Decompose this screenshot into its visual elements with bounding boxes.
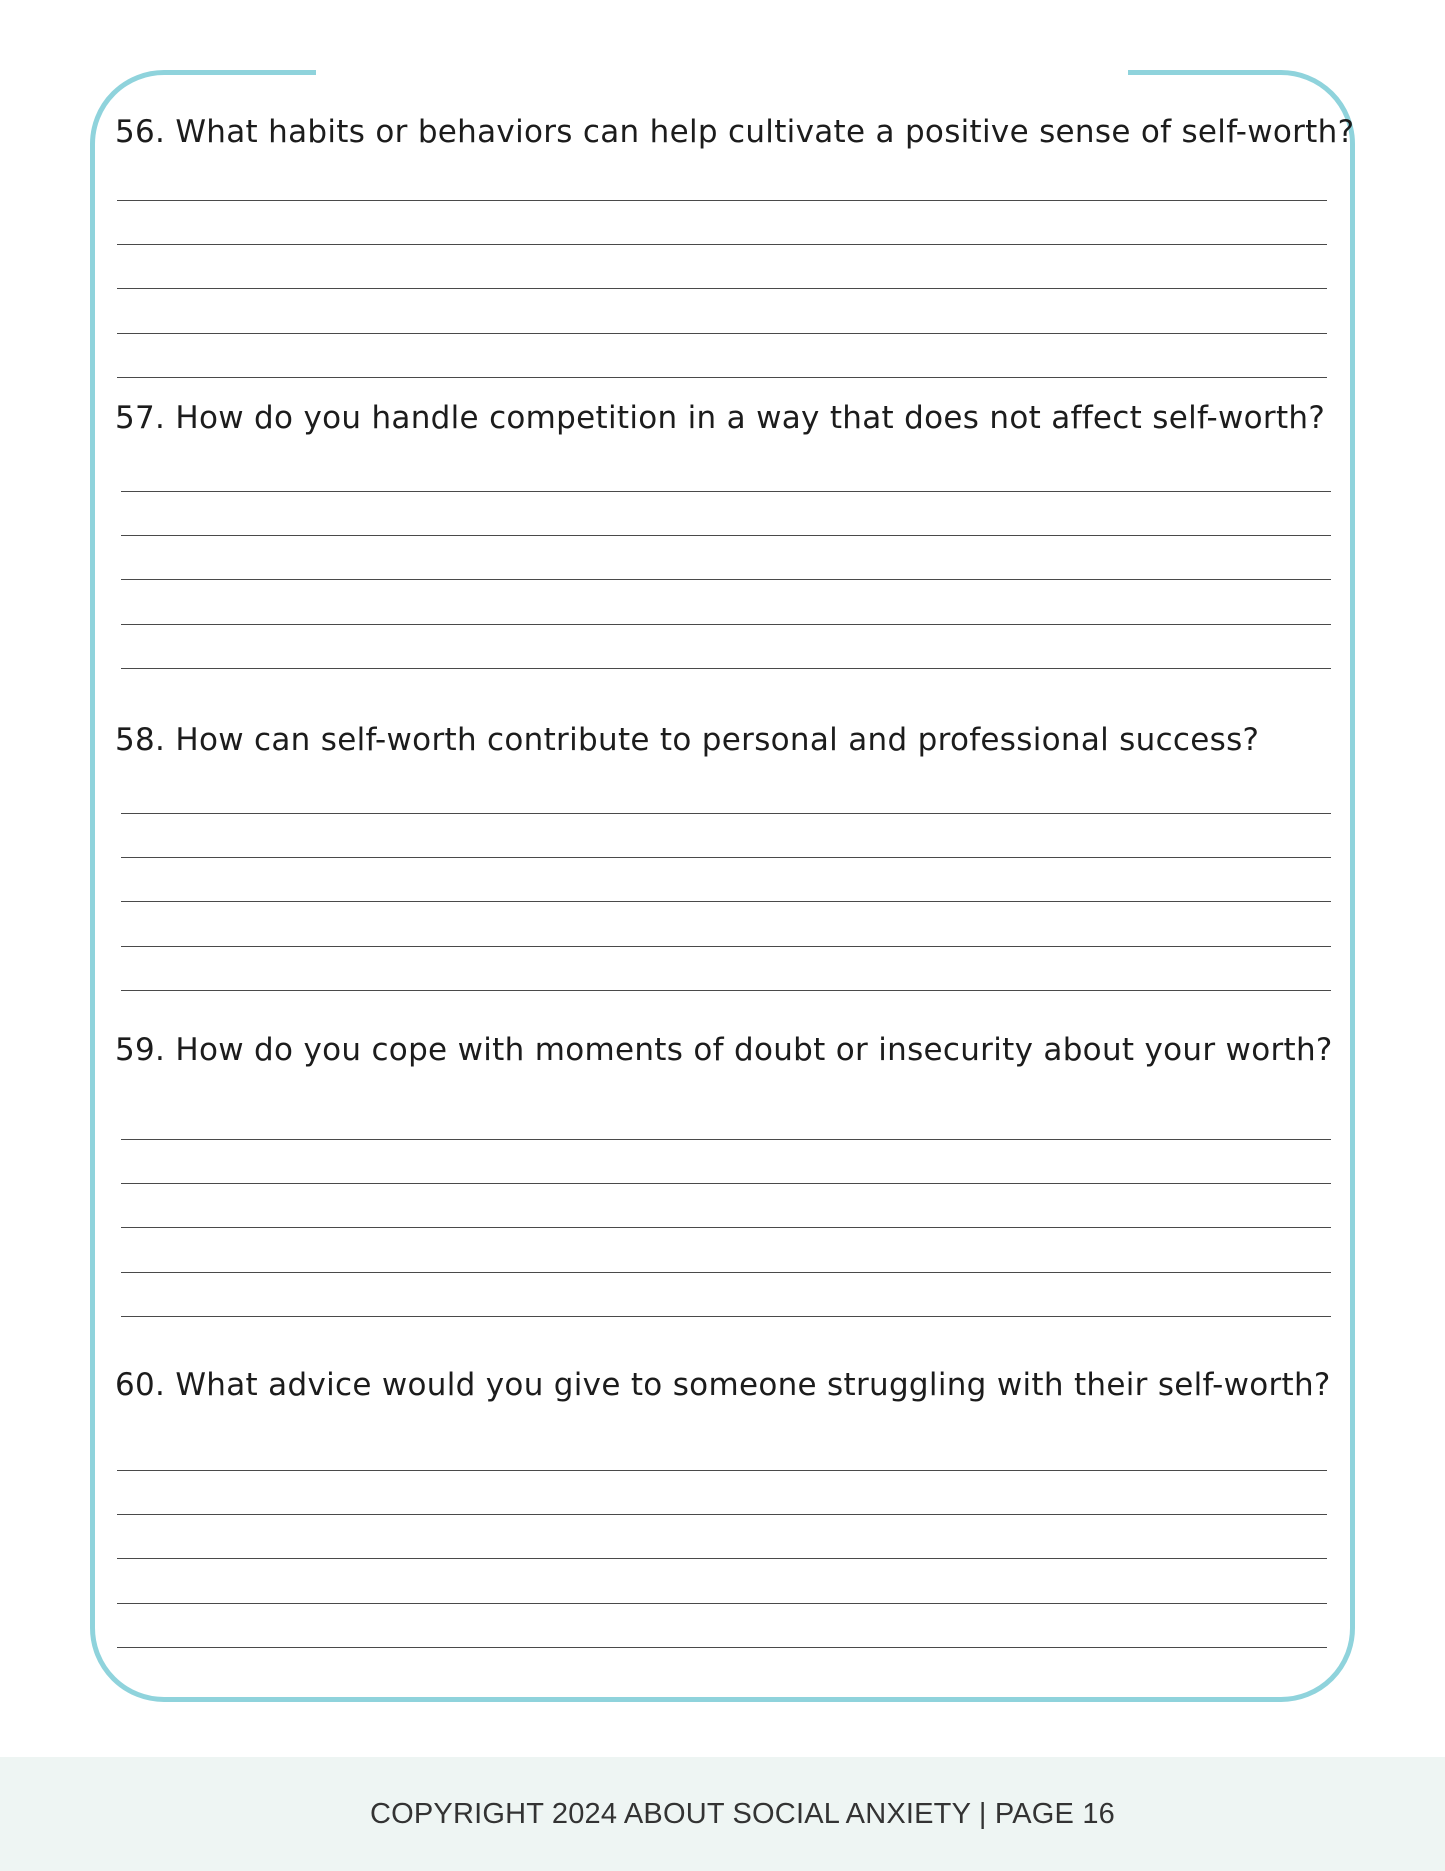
question-60-number: 60.	[115, 1367, 166, 1403]
question-59-text: How do you cope with moments of doubt or insecurity about your worth?	[175, 1032, 1333, 1068]
answer-line[interactable]	[121, 901, 1331, 902]
question-58-text: How can self-worth contribute to personal and professional success?	[175, 722, 1260, 758]
question-57-text: How do you handle competition in a way that does not affect self-worth?	[175, 400, 1326, 436]
answer-line[interactable]	[121, 1272, 1331, 1273]
page-footer	[0, 1757, 1445, 1871]
question-56	[115, 114, 1355, 150]
answer-line[interactable]	[121, 1227, 1331, 1228]
answer-line[interactable]	[121, 579, 1331, 580]
question-60-text: What advice would you give to someone struggling with their self-worth?	[175, 1367, 1331, 1403]
answer-line[interactable]	[121, 857, 1331, 858]
answer-line[interactable]	[117, 1558, 1327, 1559]
question-60	[115, 1367, 1340, 1403]
answer-line[interactable]	[121, 535, 1331, 536]
answer-line[interactable]	[121, 668, 1331, 669]
question-58-number: 58.	[115, 722, 166, 758]
answer-line[interactable]	[117, 244, 1327, 245]
worksheet-frame	[90, 70, 1355, 1702]
question-59-number: 59.	[115, 1032, 166, 1068]
question-56-text: What habits or behaviors can help cultivate a positive sense of self-worth?	[175, 114, 1355, 150]
answer-line[interactable]	[121, 946, 1331, 947]
footer-copyright-text: COPYRIGHT 2024 ABOUT SOCIAL ANXIETY | PAGE 16	[369, 1797, 1116, 1830]
answer-line[interactable]	[121, 990, 1331, 991]
question-56-number: 56.	[115, 114, 166, 150]
answer-line[interactable]	[121, 813, 1331, 814]
question-58	[115, 722, 1340, 758]
answer-line[interactable]	[117, 1647, 1327, 1648]
answer-line[interactable]	[117, 1470, 1327, 1471]
answer-line[interactable]	[117, 200, 1327, 201]
question-59	[115, 1032, 1340, 1068]
answer-line[interactable]	[121, 624, 1331, 625]
answer-line[interactable]	[117, 377, 1327, 378]
answer-line[interactable]	[121, 1139, 1331, 1140]
answer-line[interactable]	[121, 1316, 1331, 1317]
answer-line[interactable]	[117, 333, 1327, 334]
question-57-number: 57.	[115, 400, 166, 436]
answer-line[interactable]	[121, 491, 1331, 492]
answer-line[interactable]	[117, 288, 1327, 289]
answer-line[interactable]	[117, 1514, 1327, 1515]
frame-top-gap	[316, 60, 1128, 82]
question-57	[115, 400, 1340, 436]
answer-line[interactable]	[121, 1183, 1331, 1184]
answer-line[interactable]	[117, 1603, 1327, 1604]
